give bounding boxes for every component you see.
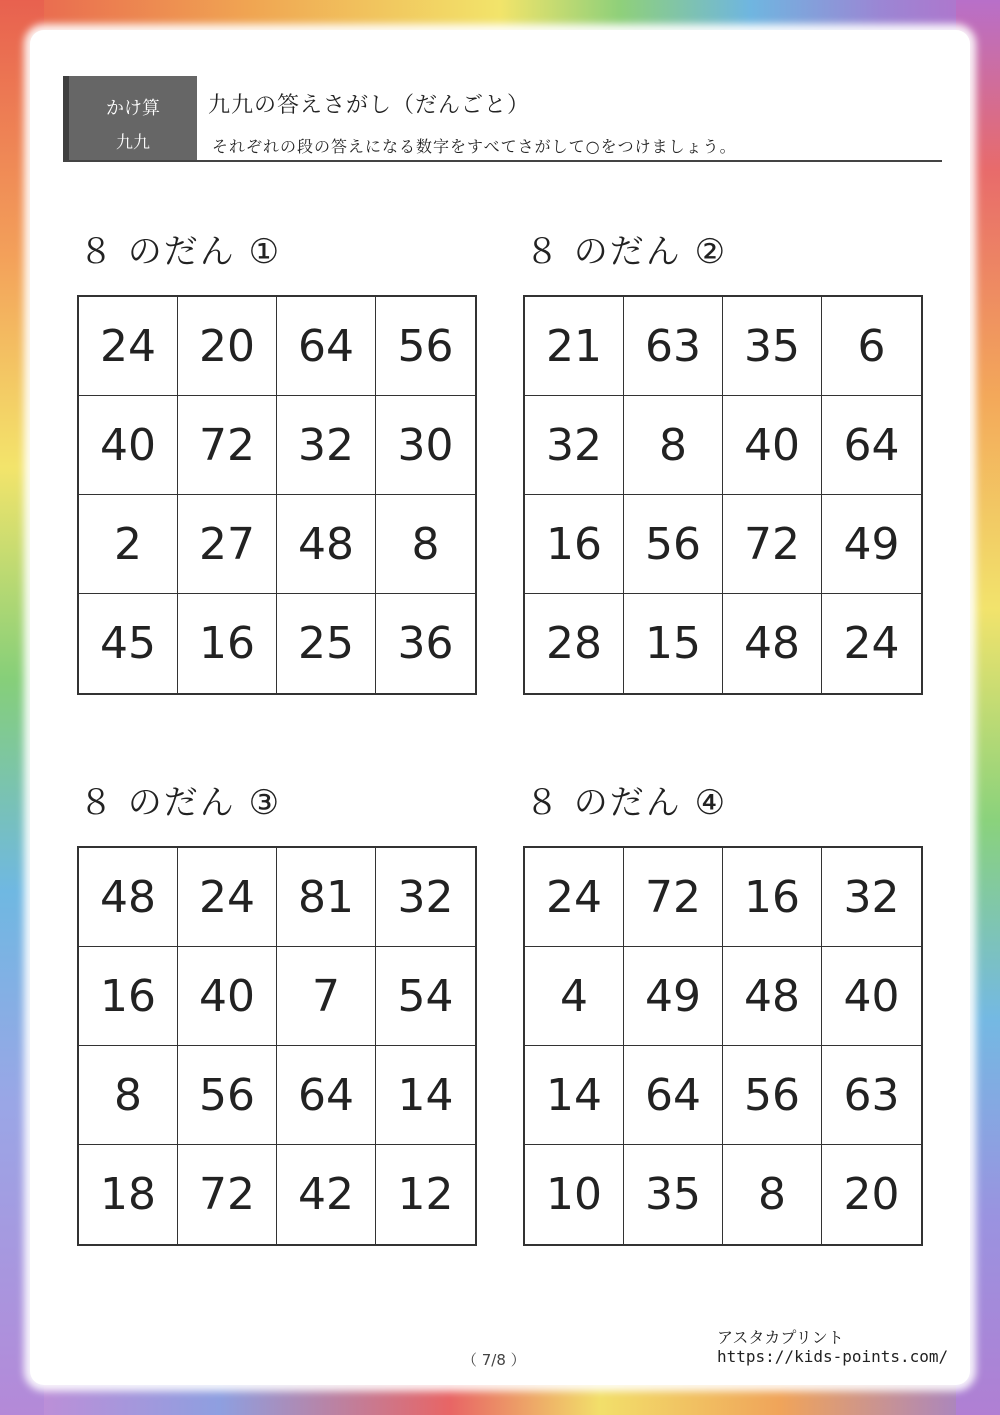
grid-cell[interactable]: 12 <box>397 1169 454 1220</box>
grid-cell[interactable]: 8 <box>376 495 475 594</box>
grid-cell[interactable]: 72 <box>624 848 723 947</box>
grid-cell[interactable]: 64 <box>277 297 376 396</box>
grid-cell[interactable]: 42 <box>277 1145 376 1244</box>
grid-cell[interactable]: 54 <box>376 947 475 1046</box>
number-grid <box>523 846 923 1246</box>
grid-cell[interactable]: 49 <box>624 947 723 1046</box>
grid-cell[interactable]: 72 <box>178 396 277 495</box>
grid-cell[interactable]: 14 <box>376 1046 475 1145</box>
grid-cell[interactable]: 32 <box>376 848 475 947</box>
header-divider <box>63 160 942 162</box>
publisher-url[interactable]: https://kids-points.com/ <box>717 1347 949 1366</box>
puzzle-3 <box>77 781 477 1220</box>
worksheet-instruction: それぞれの段の答えになる数字をすべてさがして○をつけましょう。 <box>212 137 737 156</box>
grid-cell[interactable]: 15 <box>624 594 723 693</box>
grid-cell[interactable]: 63 <box>624 297 723 396</box>
grid-cell[interactable]: 64 <box>822 396 921 495</box>
publisher-name: アスタカプリント <box>717 1328 844 1347</box>
grid-cell[interactable]: 30 <box>376 396 475 495</box>
grid-cell[interactable]: 8 <box>624 396 723 495</box>
grid-cell[interactable]: 32 <box>277 396 376 495</box>
grid-cell[interactable]: 24 <box>79 297 178 396</box>
grid-cell[interactable]: 40 <box>822 947 921 1046</box>
grid-cell[interactable]: 25 <box>277 594 376 693</box>
grid-cell[interactable]: 24 <box>525 848 624 947</box>
puzzle-1 <box>77 230 477 669</box>
grid-cell[interactable]: 35 <box>624 1145 723 1244</box>
grid-cell[interactable]: 56 <box>723 1046 822 1145</box>
number-grid <box>523 295 923 695</box>
grid-cell[interactable]: 24 <box>178 848 277 947</box>
number-grid <box>77 846 477 1246</box>
grid-cell[interactable]: 48 <box>277 495 376 594</box>
grid-cell[interactable]: 16 <box>178 594 277 693</box>
grid-cell[interactable]: 2 <box>79 495 178 594</box>
grid-cell[interactable]: 40 <box>723 396 822 495</box>
page-number: （ 7/8 ） <box>462 1351 526 1369</box>
grid-cell[interactable]: 35 <box>723 297 822 396</box>
grid-cell[interactable]: 18 <box>79 1145 178 1244</box>
grid-cell[interactable]: 45 <box>79 594 178 693</box>
grid-cell[interactable]: 56 <box>178 1046 277 1145</box>
grid-cell[interactable]: 72 <box>178 1145 277 1244</box>
grid-cell[interactable]: 7 <box>277 947 376 1046</box>
grid-cell[interactable]: 32 <box>822 848 921 947</box>
grid-cell[interactable]: 21 <box>525 297 624 396</box>
puzzle-4 <box>523 781 923 1220</box>
grid-cell[interactable]: 72 <box>723 495 822 594</box>
grid-cell[interactable]: 64 <box>277 1046 376 1145</box>
grid-cell[interactable]: 16 <box>525 495 624 594</box>
grid-cell[interactable]: 49 <box>822 495 921 594</box>
grid-cell[interactable]: 48 <box>79 848 178 947</box>
grid-cell[interactable]: 16 <box>723 848 822 947</box>
grid-cell[interactable]: 48 <box>723 594 822 693</box>
grid-cell[interactable]: 8 <box>723 1145 822 1244</box>
puzzle-title: ８ のだん ① <box>79 232 282 272</box>
grid-cell[interactable]: 10 <box>525 1145 624 1244</box>
grid-cell[interactable]: 4 <box>525 947 624 1046</box>
grid-cell[interactable]: 6 <box>822 297 921 396</box>
number-grid <box>77 295 477 695</box>
grid-cell[interactable]: 20 <box>843 1169 900 1220</box>
grid-cell[interactable]: 81 <box>277 848 376 947</box>
grid-cell[interactable]: 48 <box>723 947 822 1046</box>
category-box <box>63 76 197 160</box>
grid-cell[interactable]: 64 <box>624 1046 723 1145</box>
grid-cell[interactable]: 32 <box>525 396 624 495</box>
puzzle-title: ８ のだん ③ <box>79 783 282 823</box>
puzzle-2 <box>523 230 923 669</box>
grid-cell[interactable]: 16 <box>79 947 178 1046</box>
grid-cell[interactable]: 24 <box>843 618 900 669</box>
worksheet-title: 九九の答えさがし（だんごと） <box>208 93 531 118</box>
category-label: かけ算 <box>106 98 160 119</box>
grid-cell[interactable]: 63 <box>822 1046 921 1145</box>
grid-cell[interactable]: 40 <box>178 947 277 1046</box>
grid-cell[interactable]: 28 <box>525 594 624 693</box>
grid-cell[interactable]: 36 <box>397 618 454 669</box>
grid-cell[interactable]: 20 <box>178 297 277 396</box>
grid-cell[interactable]: 40 <box>79 396 178 495</box>
puzzle-title: ８ のだん ④ <box>525 783 728 823</box>
grid-cell[interactable]: 8 <box>79 1046 178 1145</box>
puzzle-title: ８ のだん ② <box>525 232 728 272</box>
grid-cell[interactable]: 56 <box>624 495 723 594</box>
category-sublabel: 九九 <box>116 133 150 153</box>
grid-cell[interactable]: 56 <box>376 297 475 396</box>
grid-cell[interactable]: 27 <box>178 495 277 594</box>
grid-cell[interactable]: 14 <box>525 1046 624 1145</box>
